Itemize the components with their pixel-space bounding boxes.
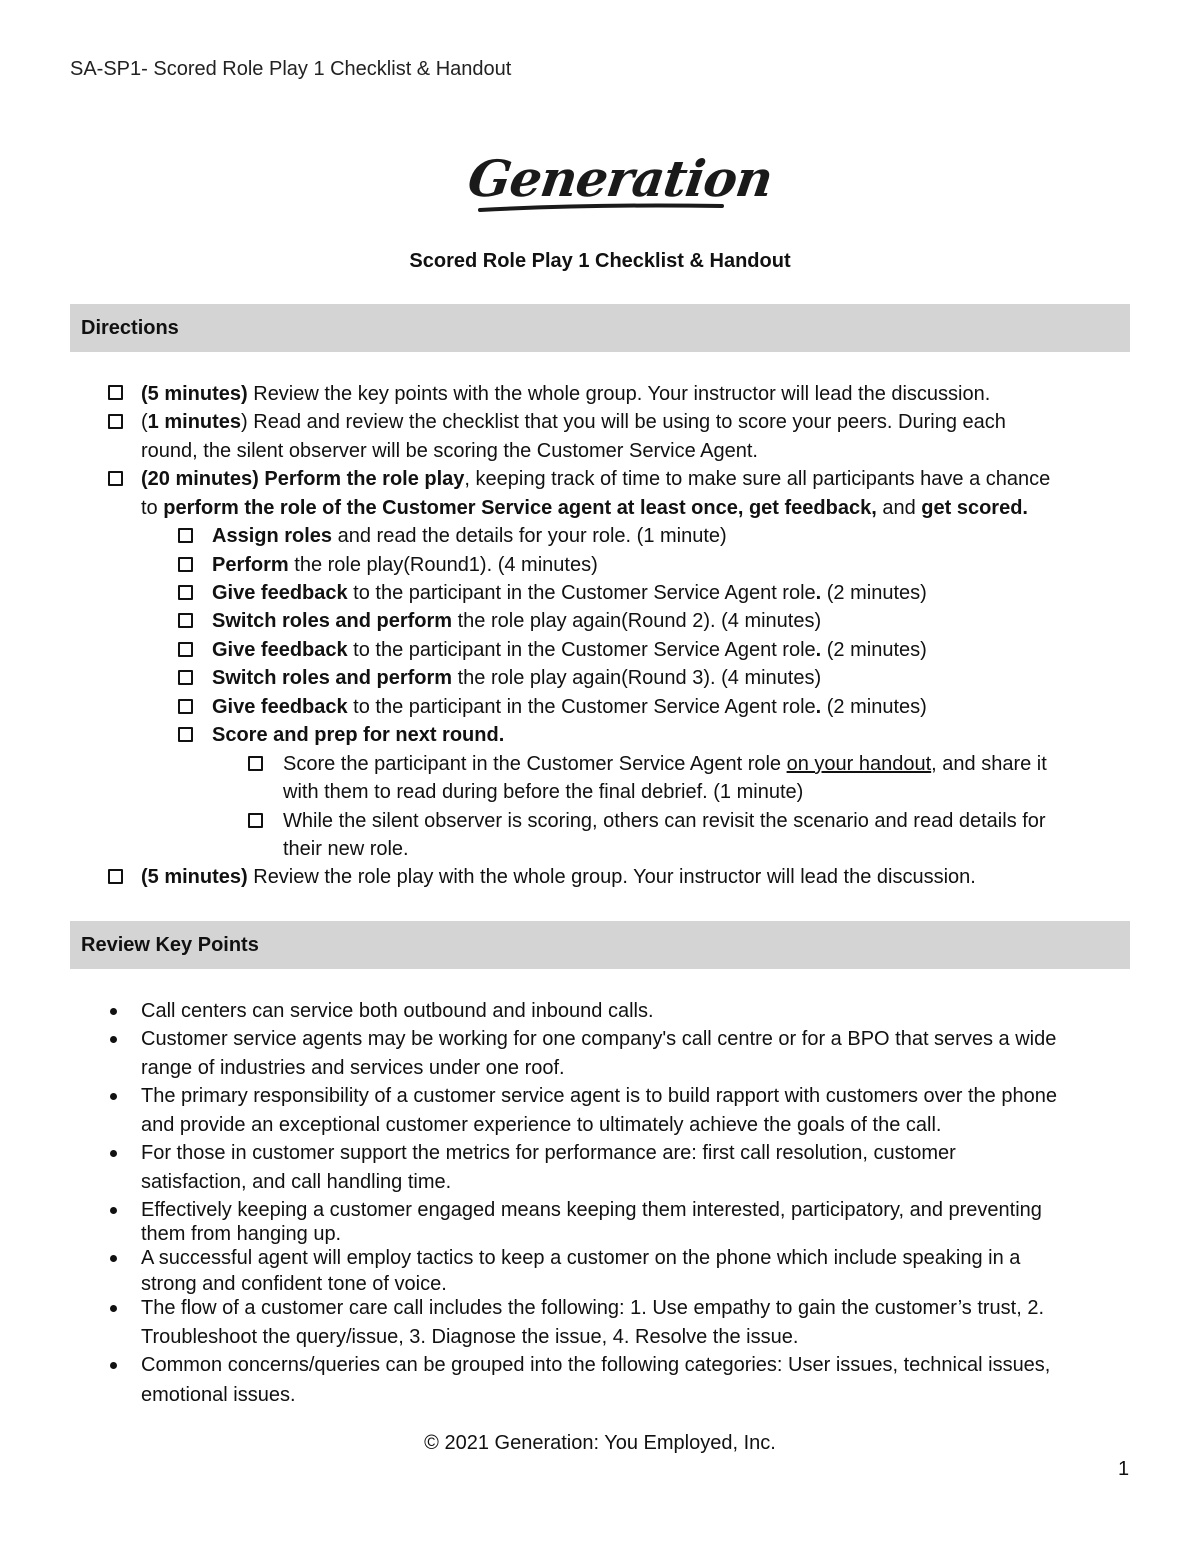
sub-step: Score and prep for next round.	[212, 724, 505, 746]
key-points-heading: Review Key Points	[81, 934, 259, 956]
directions-heading-bar	[70, 304, 1130, 352]
bullet-icon	[110, 1362, 117, 1369]
checkbox-icon[interactable]	[178, 670, 193, 685]
directions-item: (5 minutes) Review the key points with the whole group. Your instructor will lead the discussion.	[141, 383, 991, 405]
checkbox-icon[interactable]	[108, 414, 123, 429]
checkbox-icon[interactable]	[108, 471, 123, 486]
checkbox-icon[interactable]	[178, 613, 193, 628]
sub-step: Give feedback to the participant in the Customer Service Agent role. (2 minutes)	[212, 696, 927, 718]
document-header: SA-SP1- Scored Role Play 1 Checklist & Handout	[70, 58, 512, 80]
key-point: For those in customer support the metrics for performance are: first call resolution, customer	[141, 1142, 956, 1164]
key-point: The primary responsibility of a customer service agent is to build rapport with customers over the phone	[141, 1085, 1057, 1107]
key-point: Effectively keeping a customer engaged means keeping them interested, participatory, and preventing	[141, 1199, 1042, 1221]
key-point: The flow of a customer care call includes the following: 1. Use empathy to gain the customer’s trust, 2.	[141, 1297, 1045, 1319]
key-point-continued: them from hanging up.	[141, 1223, 342, 1245]
key-point: Call centers can service both outbound and inbound calls.	[141, 1000, 654, 1022]
sub-sub-step: Score the participant in the Customer Service Agent role on your handout, and share it	[283, 753, 1047, 775]
sub-sub-step: While the silent observer is scoring, others can revisit the scenario and read details for	[283, 810, 1046, 832]
sub-step: Switch roles and perform the role play again(Round 2). (4 minutes)	[212, 610, 822, 632]
bullet-icon	[110, 1305, 117, 1312]
sub-sub-step-continued: with them to read during before the final debrief. (1 minute)	[283, 781, 804, 803]
checkbox-icon[interactable]	[178, 642, 193, 657]
key-point-continued: and provide an exceptional customer experience to ultimately achieve the goals of the call.	[141, 1114, 942, 1136]
bullet-icon	[110, 1036, 117, 1043]
checkbox-icon[interactable]	[248, 756, 263, 771]
directions-item: (1 minutes) Read and review the checklist that you will be using to score your peers. During each	[141, 411, 1006, 433]
copyright-footer: © 2021 Generation: You Employed, Inc.	[424, 1432, 776, 1454]
key-point-continued: satisfaction, and call handling time.	[141, 1171, 452, 1193]
sub-step: Give feedback to the participant in the Customer Service Agent role. (2 minutes)	[212, 639, 927, 661]
directions-item-continued: round, the silent observer will be scoring the Customer Service Agent.	[141, 440, 758, 462]
checkbox-icon[interactable]	[248, 813, 263, 828]
checkbox-icon[interactable]	[178, 727, 193, 742]
key-point-continued: range of industries and services under one roof.	[141, 1057, 565, 1079]
page-number: 1	[1118, 1458, 1130, 1480]
key-point-continued: Troubleshoot the query/issue, 3. Diagnose the issue, 4. Resolve the issue.	[141, 1326, 799, 1348]
key-points-heading-bar	[70, 921, 1130, 969]
checkbox-icon[interactable]	[108, 385, 123, 400]
key-point: Common concerns/queries can be grouped into the following categories: User issues, technical issues,	[141, 1354, 1051, 1376]
svg-text:Generation: Generation	[464, 149, 776, 208]
sub-step: Switch roles and perform the role play again(Round 3). (4 minutes)	[212, 667, 822, 689]
bullet-icon	[110, 1207, 117, 1214]
key-point-continued: strong and confident tone of voice.	[141, 1273, 447, 1295]
checkbox-icon[interactable]	[178, 585, 193, 600]
generation-logo	[464, 140, 776, 220]
checkbox-icon[interactable]	[108, 869, 123, 884]
key-point: Customer service agents may be working for one company's call centre or for a BPO that serves a wide	[141, 1028, 1057, 1050]
directions-item: (20 minutes) Perform the role play, keeping track of time to make sure all participants have a chance	[141, 468, 1051, 490]
sub-sub-step-continued: their new role.	[283, 838, 409, 860]
checkbox-icon[interactable]	[178, 557, 193, 572]
bullet-icon	[110, 1093, 117, 1100]
directions-item-continued: to perform the role of the Customer Service agent at least once, get feedback, and get scored.	[141, 497, 1028, 519]
bullet-icon	[110, 1008, 117, 1015]
bullet-icon	[110, 1150, 117, 1157]
sub-step: Assign roles and read the details for your role. (1 minute)	[212, 525, 727, 547]
bullet-icon	[110, 1255, 117, 1262]
directions-heading: Directions	[81, 317, 179, 339]
key-point-continued: emotional issues.	[141, 1384, 296, 1406]
document-title: Scored Role Play 1 Checklist & Handout	[409, 250, 791, 272]
checkbox-icon[interactable]	[178, 699, 193, 714]
key-point: A successful agent will employ tactics to keep a customer on the phone which include speaking in a	[141, 1247, 1021, 1269]
directions-item: (5 minutes) Review the role play with the whole group. Your instructor will lead the discussion.	[141, 866, 976, 888]
sub-step: Perform the role play(Round1). (4 minutes)	[212, 554, 598, 576]
sub-step: Give feedback to the participant in the Customer Service Agent role. (2 minutes)	[212, 582, 927, 604]
checkbox-icon[interactable]	[178, 528, 193, 543]
